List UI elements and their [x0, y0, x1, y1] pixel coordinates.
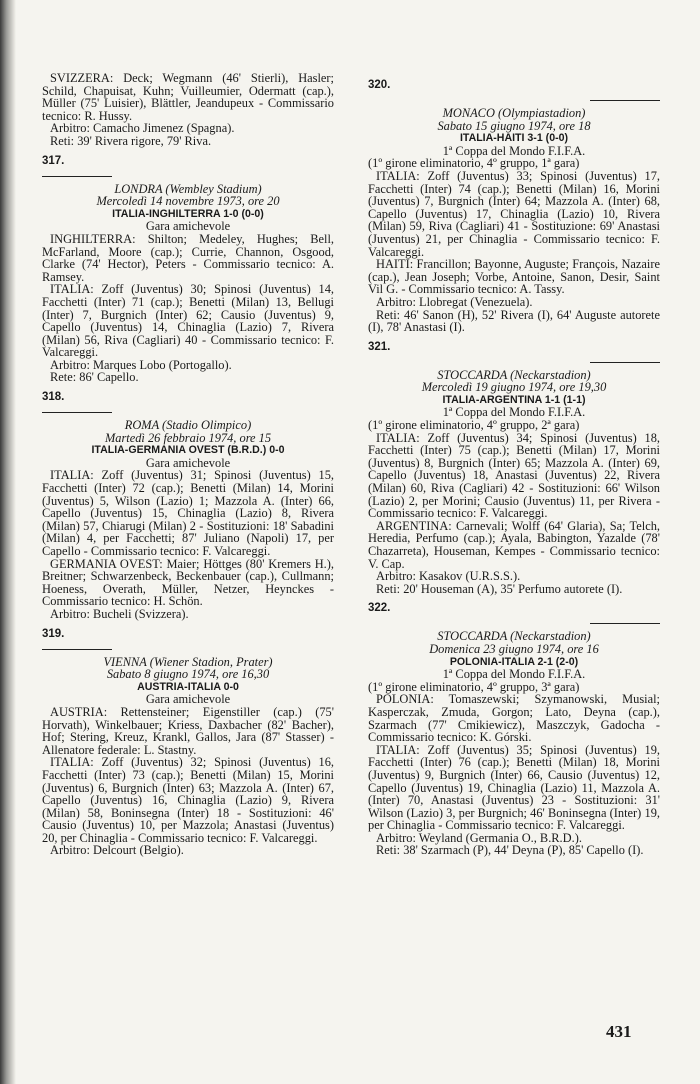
match-teams: ITALIA-INGHILTERRA 1-0 (0-0) [112, 207, 264, 220]
match-paragraph: Arbitro: Weyland (Germania O., B.R.D.). [376, 830, 582, 845]
match-paragraph: ITALIA: Zoff (Juventus) 34; Spinosi (Juventus) 18, Facchetti (Inter) 75 (cap.); Benetti (Milan) 17, Morini (Juventus) 8, Burgnich (Inter) 65; Mazzola A. (Inter) 69, Capello (Juventus) 18, Anastasi (Juventus) 22, Rivera (Milan) 60, Riva (Cagliari) 42 - Sostituzioni: 66' Wilson (Lazio) 2, per Morini; Causio (Juventus) 11, per Rivera - Commissario tecnico: F. Valcareggi. [368, 430, 660, 521]
match-paragraph: Reti: 39' Rivera rigore, 79' Riva. [50, 133, 212, 148]
match-paragraph: Arbitro: Delcourt (Belgio). [50, 843, 184, 858]
match-competition: Gara amichevole [145, 219, 231, 234]
match-header [42, 419, 334, 469]
match-header [368, 630, 660, 680]
match-paragraph: Arbitro: Bucheli (Svizzera). [50, 606, 189, 621]
match-paragraph: ITALIA: Zoff (Juventus) 33; Spinosi (Juventus) 17, Facchetti (Inter) 74 (cap.); Benetti (Milan) 16, Morini (Juventus) 7, Burgnich (Inter) 64; Mazzola A. (Inter) 68, Capello (Juventus) 17, Chinaglia (Lazio) 10, Rivera (Milan) 59, Riva (Cagliari) 41 - Sostituzione: 69' Anastasi (Juventus) 21, per Chinaglia - Commissario tecnico: F. Valcareggi. [368, 168, 660, 259]
match-paragraph: POLONIA: Tomaszewski; Szymanowski, Musial; Kasperczak, Zmuda, Gorgon; Lato, Deyna (cap.), Szarmach (77' Cmikiewicz), Maszczyk, Gadocha - Commissario tecnico: K. Górski. [368, 692, 660, 745]
match-venue: VIENNA (Wiener Stadion, Prater) [103, 654, 273, 669]
match-paragraph: Arbitro: Kasakov (U.R.S.S.). [376, 569, 521, 584]
section-divider [42, 412, 112, 413]
section-divider [590, 623, 660, 624]
match-competition-detail: (1º girone eliminatorio, 4º gruppo, 2ª gara) [368, 418, 580, 433]
match-teams: ITALIA-ARGENTINA 1-1 (1-1) [442, 393, 586, 406]
match-competition-detail: (1º girone eliminatorio, 4º gruppo, 1ª gara) [368, 156, 580, 171]
match-paragraph: Arbitro: Llobregat (Venezuela). [376, 294, 533, 309]
match-paragraph: ITALIA: Zoff (Juventus) 32; Spinosi (Juventus) 16, Facchetti (Inter) 73 (cap.); Benetti (Milan) 15, Morini (Juventus) 6, Burgnich (Inter) 63; Mazzola A. (Inter) 67, Capello (Juventus) 16, Chinaglia (Lazio) 9, Rivera (Milan) 58, Boninsegna (Inter) 18 - Sostituzioni: 46' Causio (Juventus) 10, per Mazzola; Anastasi (Juventus) 20, per Chinaglia - Commissario tecnico: F. Valcareggi. [42, 755, 334, 845]
section-divider [42, 649, 112, 650]
match-competition: 1ª Coppa del Mondo F.I.F.A. [442, 405, 586, 420]
match-paragraph: ITALIA: Zoff (Juventus) 30; Spinosi (Juventus) 14, Facchetti (Inter) 71 (cap.); Benetti (Milan) 13, Bellugi (Inter) 7, Burgnich (Inter) 62; Causio (Juventus) 9, Capello (Juventus) 14, Chinaglia (Lazio) 7, Rivera (Milan) 56, Riva (Cagliari) 40 - Commissario tecnico: F. Valcareggi. [42, 282, 334, 360]
match-paragraph: SVIZZERA: Deck; Wegmann (46' Stierli), Hasler; Schild, Chapuisat, Kuhn; Vuilleumier, Odermatt (cap.), Müller (75' Luisier), Blättler, Jeandupeux - Commissario tecnico: R. Hussy. [42, 71, 334, 123]
match-date: Martedì 26 febbraio 1974, ore 15 [104, 430, 272, 445]
match-competition: 1ª Coppa del Mondo F.I.F.A. [442, 143, 586, 158]
match-teams: POLONIA-ITALIA 2-1 (2-0) [449, 655, 579, 668]
match-teams: ITALIA-GERMANIA OVEST (B.R.D.) 0-0 [91, 444, 285, 457]
match-teams: AUSTRIA-ITALIA 0-0 [137, 680, 239, 693]
match-venue: LONDRA (Wembley Stadium) [114, 181, 262, 196]
match-header [368, 107, 660, 157]
match-header [368, 369, 660, 419]
match-venue: MONACO (Olympiastadion) [442, 106, 586, 120]
match-date: Mercoledì 14 novembre 1973, ore 20 [96, 194, 280, 209]
match-competition: Gara amichevole [145, 692, 231, 707]
match-date: Sabato 8 giugno 1974, ore 16,30 [106, 667, 270, 682]
match-header [42, 656, 334, 706]
left-column [42, 72, 334, 857]
match-date: Mercoledì 19 giugno 1974, ore 19,30 [421, 380, 607, 395]
right-column [368, 72, 660, 857]
match-venue: STOCCARDA (Neckarstadion) [437, 629, 591, 644]
match-venue: STOCCARDA (Neckarstadion) [437, 367, 591, 382]
match-number: 319. [42, 627, 65, 640]
match-number: 320. [368, 79, 391, 91]
match-venue: ROMA (Stadio Olimpico) [124, 418, 252, 433]
match-header [42, 183, 334, 233]
page-number: 431 [606, 1022, 632, 1041]
match-paragraph: ITALIA: Zoff (Juventus) 35; Spinosi (Juventus) 19, Facchetti (Inter) 76 (cap.); Benetti (Milan) 18, Morini (Juventus) 9, Burgnich (Inter) 66, Causio (Juventus) 12, Capello (Juventus) 19, Chinaglia (Lazio) 11, Mazzola A. (Inter) 70, Anastasi (Juventus) 23 - Sostituzioni: 31' Wilson (Lazio) 3, per Burgnich; 46' Boninsegna (Inter) 19, per Chinaglia - Commissario tecnico: F. Valcareggi. [368, 742, 660, 833]
match-competition: Gara amichevole [145, 455, 231, 470]
match-paragraph: Arbitro: Camacho Jimenez (Spagna). [50, 121, 235, 136]
match-teams: ITALIA-HAITI 3-1 (0-0) [459, 132, 569, 145]
match-number: 318. [42, 391, 65, 404]
match-paragraph: AUSTRIA: Rettensteiner; Eigenstiller (cap.) (75' Horvath), Winkelbauer; Kriess, Daxbacher (82' Bacher), Hof; Stering, Kreuz, Krankl, Gallos, Jara (87' Stasser) - Allenatore federale: L. Stastny. [42, 704, 334, 757]
match-paragraph: INGHILTERRA: Shilton; Medeley, Hughes; Bell, McFarland, Moore (cap.); Currie, Channon, Osgood, Clarke (74' Hector), Peters - Commissario tecnico: A. Ramsey. [42, 231, 334, 284]
match-number: 322. [368, 602, 391, 615]
match-paragraph: Reti: 38' Szarmach (P), 44' Deyna (P), 85' Capello (I). [376, 843, 644, 858]
match-paragraph: ARGENTINA: Carnevali; Wolff (64' Glaria), Sa; Telch, Heredia, Perfumo (cap.); Ayala, Babington, Yazalde (78' Chazarreta), Houseman, Kempes - Commissario tecnico: V. Cap. [368, 518, 660, 571]
match-paragraph: Reti: 46' Sanon (H), 52' Rivera (I), 64' Auguste autorete (I), 78' Anastasi (I). [368, 307, 660, 335]
match-paragraph: ITALIA: Zoff (Juventus) 31; Spinosi (Juventus) 15, Facchetti (Inter) 72 (cap.); Benetti (Milan) 14, Morini (Juventus) 5, Wilson (Lazio) 1; Mazzola A. (Inter) 66, Capello (Juventus) 15, Chinaglia (Lazio) 8, Rivera (Milan) 57, Chiarugi (Milan) 2 - Sostituzioni: 18' Sabadini (Milan) 4, per Facchetti; 87' Juliano (Napoli) 17, per Capello - Commissario tecnico: F. Valcareggi. [42, 468, 334, 558]
match-paragraph: Rete: 86' Capello. [50, 370, 139, 385]
section-divider [590, 362, 660, 363]
match-date: Domenica 23 giugno 1974, ore 16 [429, 641, 599, 656]
section-divider [590, 100, 660, 101]
match-date: Sabato 15 giugno 1974, ore 18 [437, 118, 591, 133]
match-number: 317. [42, 154, 65, 167]
match-paragraph: Reti: 20' Houseman (A), 35' Perfumo autorete (I). [376, 581, 623, 596]
match-competition: 1ª Coppa del Mondo F.I.F.A. [442, 667, 586, 682]
match-competition-detail: (1º girone eliminatorio, 4º gruppo, 3ª gara) [368, 679, 580, 694]
match-paragraph: GERMANIA OVEST: Maier; Höttges (80' Kremers H.), Breitner; Schwarzenbeck, Beckenbauer (cap.), Cullmann; Hoeness, Overath, Müller, Netzer, Heynckes - Commissario tecnico: H. Schön. [42, 556, 334, 609]
book-spine-shadow [0, 0, 16, 1084]
match-paragraph: HAITI: Francillon; Bayonne, Auguste; François, Nazaire (cap.), Jean Joseph; Vorbe, Antoine, Sanon, Desir, Saint Vil G. - Commissario tecnico: A. Tassy. [368, 257, 660, 297]
section-divider [42, 176, 112, 177]
match-number: 321. [368, 340, 391, 353]
match-paragraph: Arbitro: Marques Lobo (Portogallo). [50, 357, 232, 372]
